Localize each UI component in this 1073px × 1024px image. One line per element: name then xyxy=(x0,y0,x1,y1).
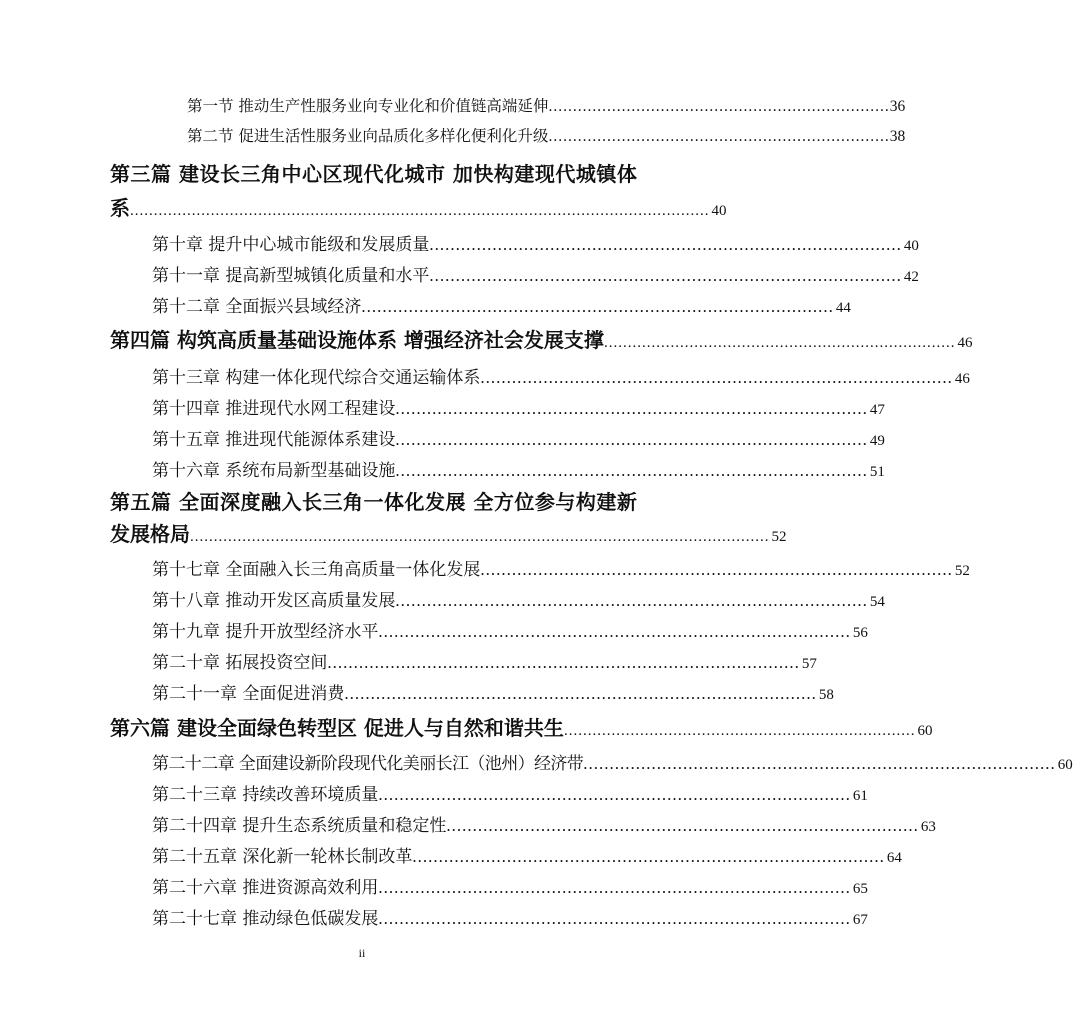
dot-leader: .......................................................................................... xyxy=(378,622,851,641)
toc-part-entry[interactable] xyxy=(110,712,933,741)
toc-chapter-entry[interactable] xyxy=(152,425,885,450)
dot-leader: .......................................................................................... xyxy=(378,878,851,897)
toc-part-heading[interactable]: 第五篇 全面深度融入长三角一体化发展 全方位参与构建新 xyxy=(110,490,638,514)
entry-title: 第十一章 提高新型城镇化质量和水平 xyxy=(152,266,430,286)
dot-leader: ...................................................................... xyxy=(548,98,890,115)
toc-chapter-entry[interactable] xyxy=(152,617,868,642)
dot-leader: .......................................................................................... xyxy=(395,461,868,480)
dot-leader: ...................................................................... xyxy=(548,128,890,145)
dot-leader: .......................................................................................... xyxy=(429,235,902,254)
toc-section-entry[interactable] xyxy=(187,94,906,116)
entry-title: 第二十三章 持续改善环境质量 xyxy=(152,785,379,805)
dot-leader: .......................................................................................... xyxy=(412,847,885,866)
dot-leader: .......................................................................................... xyxy=(446,816,919,835)
entry-title: 第一节 推动生产性服务业向专业化和价值链高端延伸 xyxy=(187,97,549,115)
toc-chapter-entry[interactable] xyxy=(152,904,868,929)
toc-chapter-entry[interactable] xyxy=(152,456,885,481)
toc-chapter-entry[interactable] xyxy=(152,555,970,580)
dot-leader: .......................................................................................... xyxy=(583,754,1056,773)
dot-leader: .......................................................................................... xyxy=(480,368,953,387)
dot-leader: .......................................................................................... xyxy=(395,591,868,610)
entry-title: 第二十六章 推进资源高效利用 xyxy=(152,878,379,898)
entry-page-number: 42 xyxy=(903,269,919,285)
entry-page-number: 60 xyxy=(917,723,933,739)
toc-part-entry[interactable] xyxy=(110,324,973,353)
entry-title: 第六篇 建设全面绿色转型区 促进人与自然和谐共生 xyxy=(110,716,564,740)
dot-leader: .......................................................................................... xyxy=(327,653,800,672)
entry-title: 第二十四章 提升生态系统质量和稳定性 xyxy=(152,816,447,836)
toc-part-entry[interactable] xyxy=(110,518,787,547)
entry-page-number: 57 xyxy=(801,656,817,672)
entry-title: 第十八章 推动开发区高质量发展 xyxy=(152,591,396,611)
entry-title: 第二十七章 推动绿色低碳发展 xyxy=(152,909,379,929)
entry-title: 第十九章 提升开放型经济水平 xyxy=(152,622,379,642)
entry-page-number: 65 xyxy=(852,881,868,897)
dot-leader: .......................................................................................... xyxy=(378,785,851,804)
toc-chapter-entry[interactable] xyxy=(152,811,936,836)
toc-chapter-entry[interactable] xyxy=(152,648,817,673)
toc-chapter-entry[interactable] xyxy=(152,873,868,898)
entry-page-number: 49 xyxy=(869,433,885,449)
entry-title: 第十四章 推进现代水网工程建设 xyxy=(152,399,396,419)
toc-chapter-entry[interactable] xyxy=(152,780,868,805)
page-footer-number: ii xyxy=(358,946,366,960)
toc-chapter-entry[interactable] xyxy=(152,586,885,611)
entry-title: 第十五章 推进现代能源体系建设 xyxy=(152,430,396,450)
dot-leader: .......................................................................................... xyxy=(344,684,817,703)
entry-title: 第二十五章 深化新一轮林长制改革 xyxy=(152,847,413,867)
entry-page-number: 44 xyxy=(835,300,851,316)
dot-leader: .......................................................................................... xyxy=(429,266,902,285)
entry-page-number: 52 xyxy=(954,563,970,579)
entry-page-number: 60 xyxy=(1057,757,1073,773)
dot-leader: .......................................................................................... xyxy=(395,399,868,418)
entry-title: 系 xyxy=(110,196,130,220)
toc-chapter-entry[interactable] xyxy=(152,394,885,419)
entry-page-number: 40 xyxy=(903,238,919,254)
dot-leader: .......................................................................... xyxy=(563,723,916,739)
toc-chapter-entry[interactable] xyxy=(152,230,919,255)
entry-page-number: 52 xyxy=(771,529,787,545)
toc-chapter-entry[interactable] xyxy=(152,749,1073,774)
dot-leader: .......................................................................................................................... xyxy=(130,203,710,219)
entry-title: 第二十二章 全面建设新阶段现代化美丽长江（池州）经济带 xyxy=(152,754,584,774)
toc-chapter-entry[interactable] xyxy=(152,363,970,388)
toc-chapter-entry[interactable] xyxy=(152,261,919,286)
entry-page-number: 38 xyxy=(889,128,906,145)
entry-page-number: 46 xyxy=(954,371,970,387)
dot-leader: .......................................................................................... xyxy=(361,297,834,316)
entry-page-number: 61 xyxy=(852,788,868,804)
dot-leader: .......................................................................................... xyxy=(395,430,868,449)
dot-leader: .......................................................................... xyxy=(603,335,956,351)
entry-title: 第四篇 构筑高质量基础设施体系 增强经济社会发展支撑 xyxy=(110,328,604,352)
entry-title: 第十六章 系统布局新型基础设施 xyxy=(152,461,396,481)
entry-title: 发展格局 xyxy=(110,522,190,546)
entry-page-number: 46 xyxy=(957,335,973,351)
entry-page-number: 47 xyxy=(869,402,885,418)
entry-title: 第二十章 拓展投资空间 xyxy=(152,653,328,673)
entry-title: 第二节 促进生活性服务业向品质化多样化便利化升级 xyxy=(187,127,549,145)
toc-chapter-entry[interactable] xyxy=(152,842,902,867)
entry-title: 第十三章 构建一体化现代综合交通运输体系 xyxy=(152,368,481,388)
entry-page-number: 54 xyxy=(869,594,885,610)
dot-leader: .......................................................................................................................... xyxy=(190,529,770,545)
entry-page-number: 64 xyxy=(886,850,902,866)
toc-section-entry[interactable] xyxy=(187,124,906,146)
entry-page-number: 36 xyxy=(889,98,906,115)
toc-part-entry[interactable] xyxy=(110,192,727,221)
dot-leader: .......................................................................................... xyxy=(480,560,953,579)
toc-part-heading[interactable]: 第三篇 建设长三角中心区现代化城市 加快构建现代城镇体 xyxy=(110,162,638,186)
entry-page-number: 40 xyxy=(711,203,727,219)
entry-title: 第十七章 全面融入长三角高质量一体化发展 xyxy=(152,560,481,580)
entry-page-number: 63 xyxy=(920,819,936,835)
toc-chapter-entry[interactable] xyxy=(152,292,851,317)
entry-page-number: 51 xyxy=(869,464,885,480)
entry-page-number: 56 xyxy=(852,625,868,641)
toc-chapter-entry[interactable] xyxy=(152,679,834,704)
entry-title: 第十二章 全面振兴县域经济 xyxy=(152,297,362,317)
entry-page-number: 67 xyxy=(852,912,868,928)
entry-title: 第二十一章 全面促进消费 xyxy=(152,684,345,704)
dot-leader: .......................................................................................... xyxy=(378,909,851,928)
entry-page-number: 58 xyxy=(818,687,834,703)
entry-title: 第十章 提升中心城市能级和发展质量 xyxy=(152,235,430,255)
